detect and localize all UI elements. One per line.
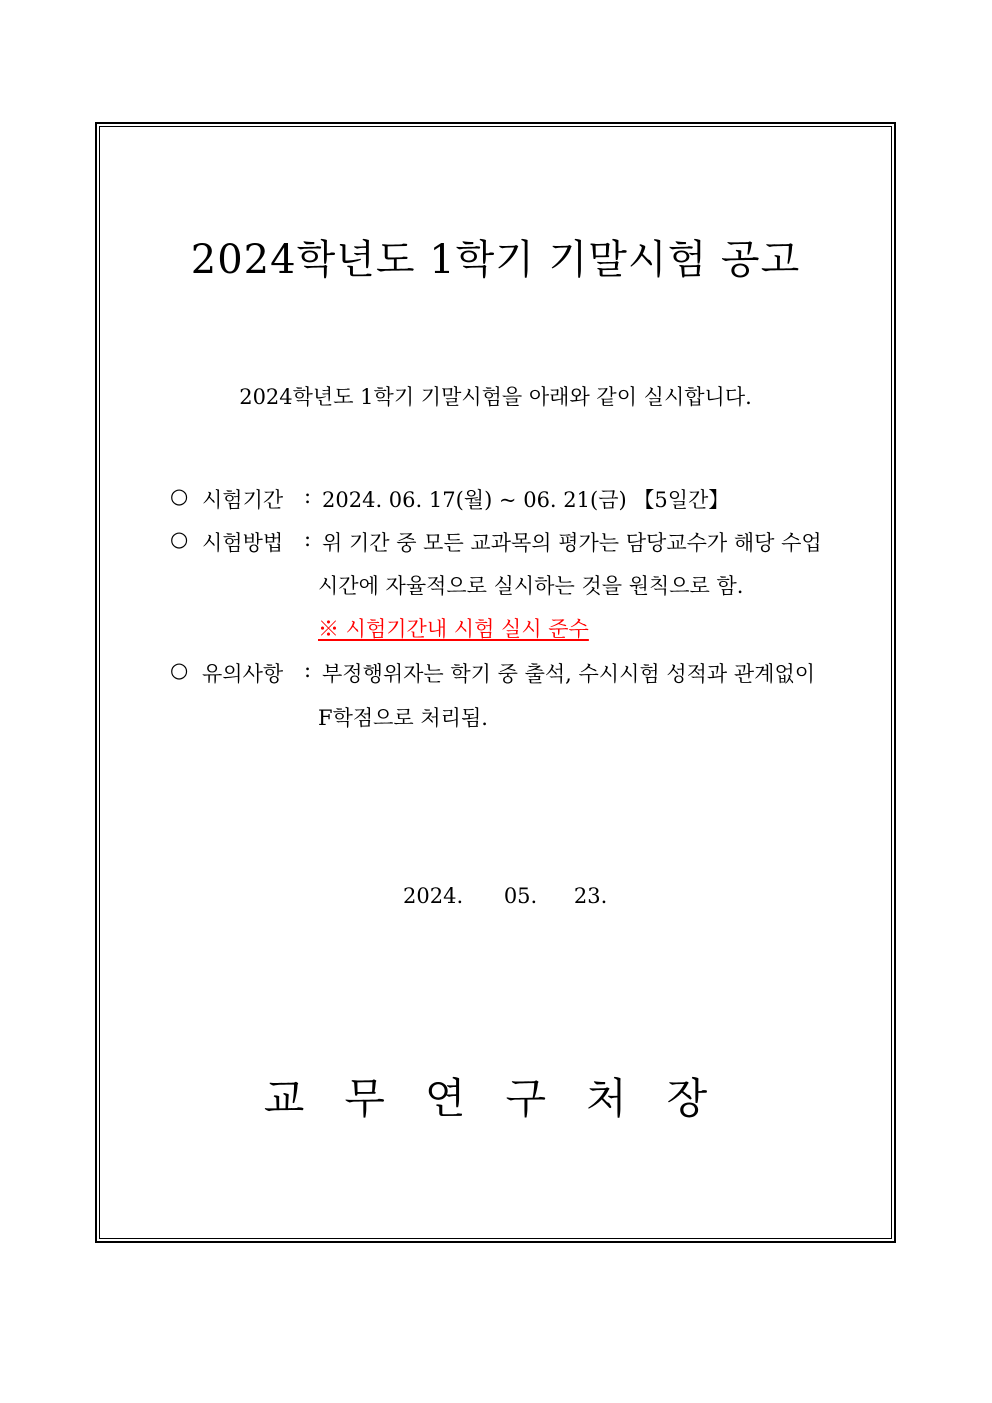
item-label-cautions: 유의사항 xyxy=(202,662,284,686)
item-label-exam-period: 시험기간 xyxy=(202,488,284,512)
issuer-name: 교무연구처장 xyxy=(263,1074,748,1123)
item-value-exam-method-line2: 시간에 자율적으로 실시하는 것을 원칙으로 함. xyxy=(318,574,744,598)
bullet-circle-icon: ○ xyxy=(170,484,189,508)
item-value-cautions-line1: 부정행위자는 학기 중 출석, 수시시험 성적과 관계없이 xyxy=(322,662,816,686)
notice-title: 2024학년도 1학기 기말시험 공고 xyxy=(190,237,801,283)
bullet-circle-icon: ○ xyxy=(170,527,189,551)
item-value-exam-method-line1: 위 기간 중 모든 교과목의 평가는 담당교수가 해당 수업 xyxy=(322,531,822,555)
date-day: 23. xyxy=(573,884,608,908)
exam-period-compliance-notice: ※ 시험기간내 시험 실시 준수 xyxy=(318,617,589,641)
item-value-exam-period: 2024. 06. 17(월) ~ 06. 21(금) 【5일간】 xyxy=(322,488,730,512)
notice-date xyxy=(403,884,607,908)
item-colon: : xyxy=(304,527,312,551)
date-month: 05. xyxy=(503,884,538,908)
item-label-exam-method: 시험방법 xyxy=(202,531,284,555)
item-colon: : xyxy=(304,484,312,508)
bullet-circle-icon: ○ xyxy=(170,658,189,682)
item-colon: : xyxy=(304,658,312,682)
notice-intro: 2024학년도 1학기 기말시험을 아래와 같이 실시합니다. xyxy=(239,385,752,409)
date-year: 2024. xyxy=(403,884,464,908)
item-value-cautions-line2: F학점으로 처리됨. xyxy=(318,706,488,730)
